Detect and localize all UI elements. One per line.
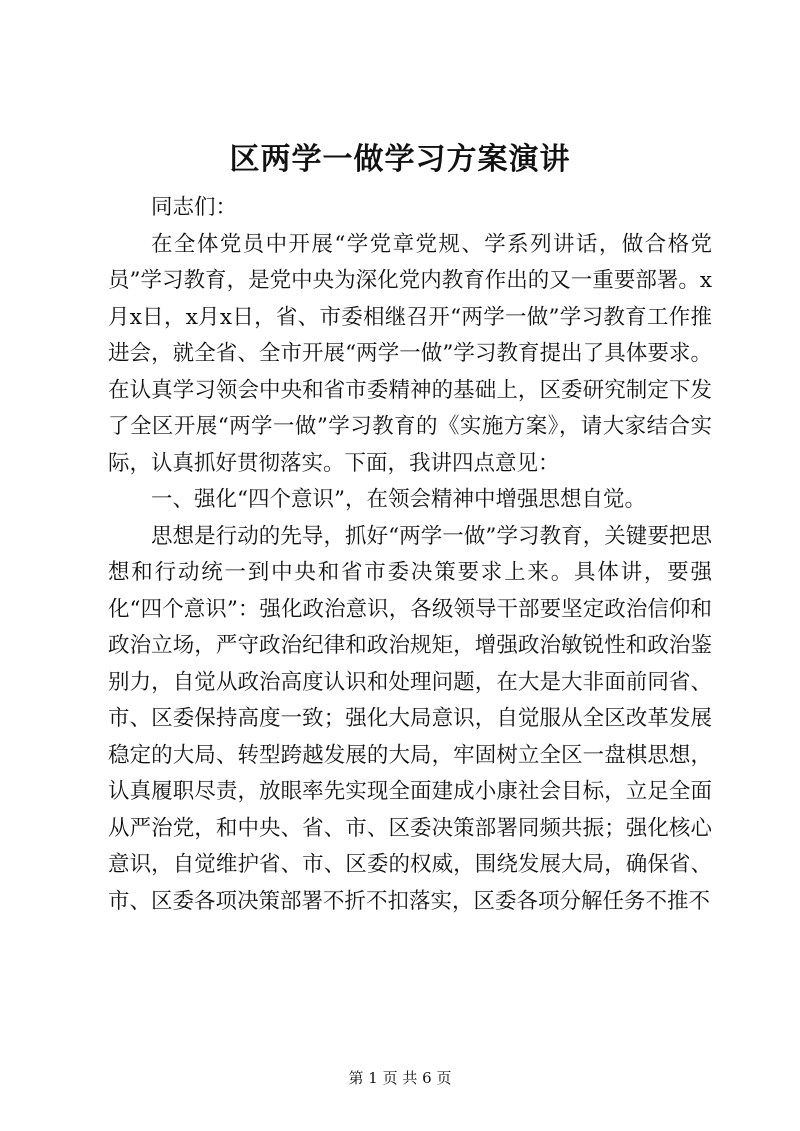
body-paragraph: 思想是行动的先导，抓好“两学一做”学习教育，关键要把思想和行动统一到中央和省市委决策要求上来。具体讲，要强化“四个意识”：强化政治意识，各级领导干部要坚定政治信仰和政治立场，严守政治纪律和政治规矩，增强政治敏锐性和政治鉴别力，自觉从政治高度认识和处理问题，在大是大非面前同省、市、区委保持高度一致；强化大局意识，自觉服从全区改革发展稳定的大局、转型跨越发展的大局，牢固树立全区一盘棋思想，认真履职尽责，放眼率先实现全面建成小康社会目标，立足全面从严治党，和中央、省、市、区委决策部署同频共振；强化核心意识，自觉维护省、市、区委的权威，围绕发展大局，确保省、市、区委各项决策部署不折不扣落实，区委各项分解任务不推不	[108, 523, 712, 914]
document-body	[108, 190, 712, 920]
intro-paragraph: 在全体党员中开展“学党章党规、学系列讲话，做合格党员”学习教育，是党中央为深化党内教育作出的又一重要部署。x月x日，x月x日，省、市委相继召开“两学一做”学习教育工作推进会，就全省、全市开展“两学一做”学习教育提出了具体要求。在认真学习领会中央和省市委精神的基础上，区委研究制定下发了全区开展“两学一做”学习教育的《实施方案》，请大家结合实际，认真抓好贯彻落实。下面，我讲四点意见：	[108, 231, 712, 476]
page-footer: 第 1 页 共 6 页	[348, 1069, 452, 1087]
salutation-paragraph: 同志们：	[151, 195, 238, 220]
document-title: 区两学一做学习方案演讲	[229, 142, 571, 177]
section-heading-1: 一、强化“四个意识”，在领会精神中增强思想自觉。	[151, 487, 646, 512]
